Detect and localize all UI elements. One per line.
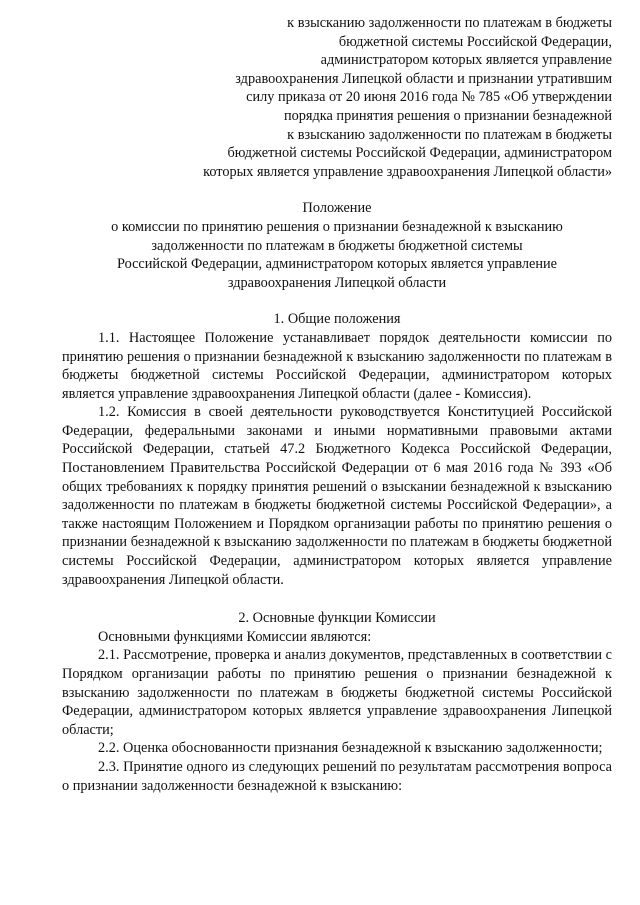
- section-heading-general-provisions: 1. Общие положения: [273, 311, 401, 328]
- header-line: бюджетной системы Российской Федерации, администратором: [227, 145, 612, 162]
- header-line: к взысканию задолженности по платежам в бюджеты: [287, 15, 612, 31]
- header-line: администратором которых является управление: [320, 52, 612, 69]
- paragraph-2-1: 2.1. Рассмотрение, проверка и анализ документов, представленных в соответствии с Порядком организации работы по принятию решения о признании безнадежной к взысканию задолженности по платежам в бюджеты бюджетной системы Российской Федерации, администратором которых является управление здравоохранения Липецкой области;: [62, 647, 612, 738]
- paragraph-2-2: 2.2. Оценка обоснованности признания безнадежной к взысканию задолженности;: [98, 740, 603, 757]
- paragraph-1-1: 1.1. Настоящее Положение устанавливает порядок деятельности комиссии по принятию решения о признании безнадежной к взысканию задолженности по платежам в бюджеты бюджетной системы Российской Федерации, администратором которых является управление здравоохранения Липецкой области (далее - Комиссия).: [62, 329, 612, 402]
- header-line: к взысканию задолженности по платежам в бюджеты: [287, 126, 612, 143]
- header-line: порядка принятия решения о признании безнадежной: [283, 107, 612, 124]
- title-line: Положение: [302, 200, 372, 217]
- title-line: Российской Федерации, администратором которых является управление: [116, 256, 558, 273]
- document-page: [62, 14, 612, 795]
- section-intro: Основными функциями Комиссии являются:: [98, 628, 372, 645]
- document-title: [62, 199, 612, 292]
- title-line: здравоохранения Липецкой области: [227, 274, 447, 291]
- section-heading-main-functions: 2. Основные функции Комиссии: [238, 610, 436, 627]
- paragraph-1-2: 1.2. Комиссия в своей деятельности руководствуется Конституцией Российской Федерации, федеральными законами и иными нормативными правовыми актами Российской Федерации, статьей 47.2 Бюджетного Кодекса Российской Федерации, Постановлением Правительства Российской Федерации от 6 мая 2016 года № 393 «Об общих требованиях к порядку принятия решений о взыскании безнадежной к взысканию задолженности по платежам в бюджеты бюджетной системы Российской Федерации», а также настоящим Положением и Порядком организации работы по принятию решения о признании безнадежной к взысканию задолженности по платежам в бюджеты бюджетной системы Российской Федерации, администратором которых является управление здравоохранения Липецкой области.: [62, 404, 612, 588]
- title-line: о комиссии по принятию решения о признании безнадежной к взысканию: [111, 218, 563, 235]
- header-line: бюджетной системы Российской Федерации,: [338, 33, 612, 50]
- header-line: здравоохранения Липецкой области и признании утратившим: [235, 70, 612, 87]
- document-header-reference: [172, 14, 612, 181]
- header-line: силу приказа от 20 июня 2016 года № 785 «Об утверждении: [246, 89, 612, 106]
- paragraph-2-3: 2.3. Принятие одного из следующих решений по результатам рассмотрения вопроса о признании задолженности безнадежной к взысканию:: [62, 758, 612, 794]
- header-line: которых является управление здравоохранения Липецкой области»: [203, 163, 612, 180]
- title-line: задолженности по платежам в бюджеты бюджетной системы: [151, 237, 523, 254]
